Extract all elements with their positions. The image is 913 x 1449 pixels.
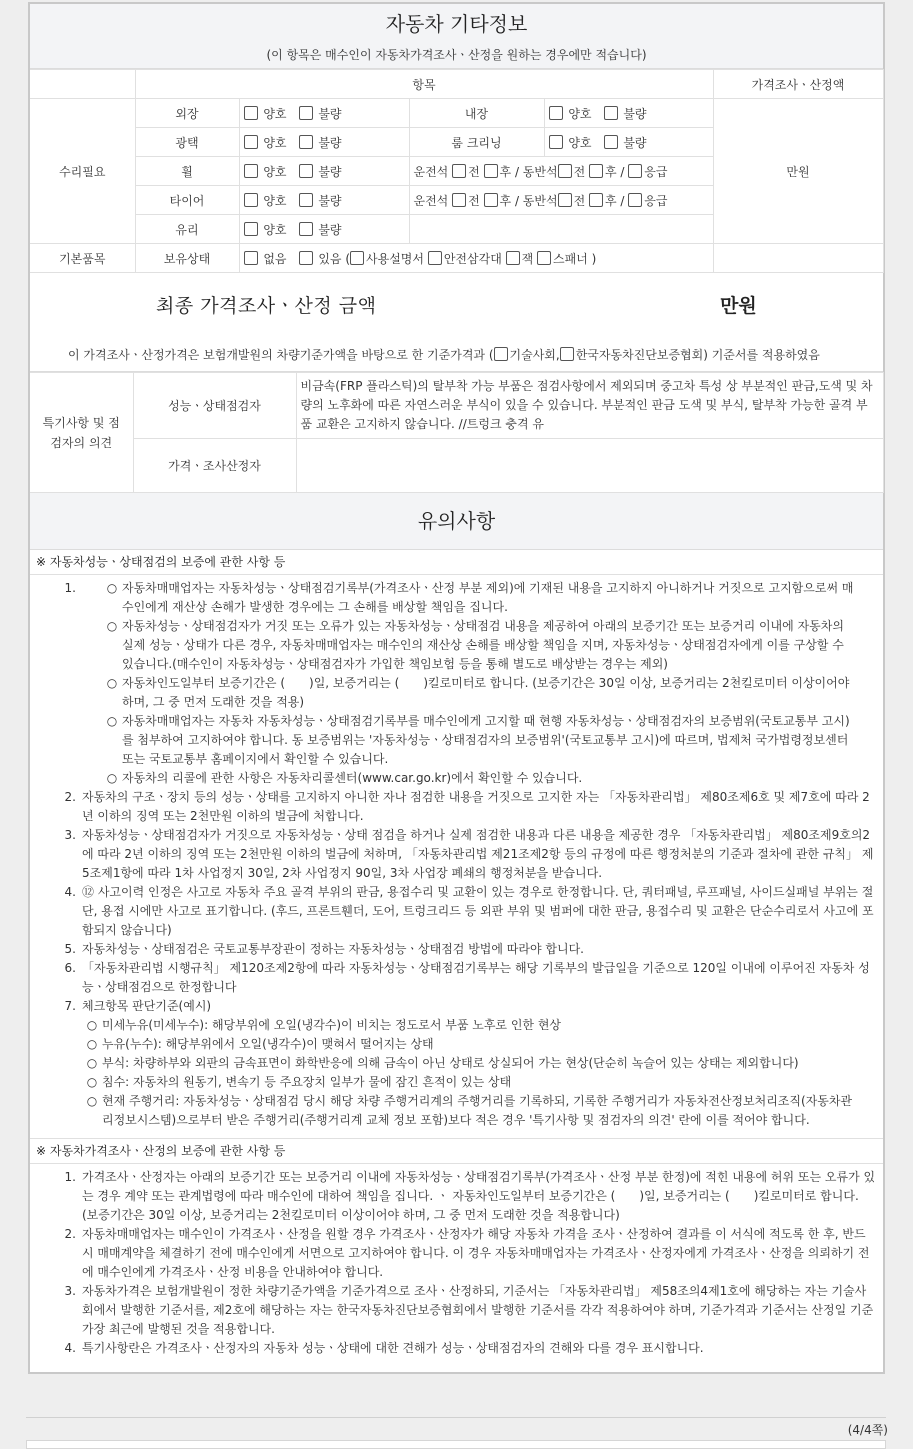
- list-item-text: ⑫ 사고이력 인정은 사고로 자동차 주요 골격 부위의 판금, 용접수리 및 교환이 있는 경우로 한정합니다. 단, 쿼터패널, 루프패널, 사이드실패널 부위는 절단, 용접 시에만 사고로 표기합니다. (후드, 프론트휀더, 도어, 트렁크리드 등 외판 부위 및 범퍼에 대한 판금, 용접수리 및 교환은 단순수리로서 사고에 포함되지 않습니다): [82, 885, 874, 937]
- row-label-wheel: 휠: [135, 157, 239, 186]
- jack-checkbox[interactable]: [506, 251, 520, 265]
- row-label-tire: 타이어: [135, 186, 239, 215]
- have-label: 있음 (: [318, 251, 351, 266]
- driver-seat-label: 운전석: [413, 193, 449, 208]
- inspector-opinion-text: 비금속(FRP 플라스틱)의 탈부착 가능 부품은 점검사항에서 제외되며 중고차 특성 상 부분적인 판금,도색 및 차량의 노후화에 따른 자연스러운 부식이 있을 수 있습니다. 부분적인 판금 도색 및 부식, 탈부착 가능한 골격 부품 교환은 고지하지 않습니다. //트렁크 충격 유: [296, 373, 883, 439]
- price-amount-cell: 만원: [713, 99, 883, 244]
- interior-options: [544, 99, 713, 128]
- wheel-good-checkbox[interactable]: [244, 164, 258, 178]
- polish-options: [239, 128, 409, 157]
- tire-options: [239, 186, 409, 215]
- good-label: 양호: [263, 106, 287, 121]
- list-item-body: [82, 997, 877, 1130]
- list-item-number: 4.: [64, 1341, 76, 1355]
- front-label: 전: [573, 164, 586, 179]
- sub-item-text: 현재 주행거리: 자동차성능ㆍ상태점검 당시 해당 차량 주행거리계의 주행거리를 기록하되, 기록한 주행거리가 자동차전산정보처리조직(자동차관리정보시스템)으로부터 받은 주행거리(주행거리계 교체 정보 포함)보다 적은 경우 '특기사항 및 점검자의 의견' 란에 이를 적어야 합니다.: [102, 1094, 853, 1127]
- glass-good-checkbox[interactable]: [244, 222, 258, 236]
- list-item: [30, 826, 883, 883]
- front-label: 전: [573, 193, 586, 208]
- possession-have-checkbox[interactable]: [299, 251, 313, 265]
- list-item-number: 3.: [64, 1284, 76, 1298]
- list-item-text: 체크항목 판단기준(예시): [82, 999, 212, 1013]
- list-item-body: [82, 1168, 877, 1225]
- front-label: 전: [468, 193, 480, 208]
- list-item-text: 자동차매매업자는 매수인이 가격조사ㆍ산정을 원할 경우 가격조사ㆍ산정자가 해당 자동차 가격을 조사ㆍ산정하여 결과를 이 서식에 적도록 한 후, 반드시 매매계약을 체결하기 전에 매수인에게 서면으로 고지하여야 합니다. 이 경우 자동차매매업자는 가격조사ㆍ산정자에게 가격조사ㆍ산정을 의뢰하기 전에 매수인에게 가격조사ㆍ산정 비용을 안내하여야 합니다.: [82, 1227, 870, 1279]
- sub-item: [82, 1054, 877, 1073]
- sub-item-text: 자동차인도일부터 보증기간은 ( )일, 보증거리는 ( )킬로미터로 합니다. (보증기간은 30일 이상, 보증거리는 2천킬로미터 이상이어야 하며, 그 중 먼저 도래한 것을 적용): [122, 676, 850, 709]
- row-label-possession: 보유상태: [135, 244, 239, 273]
- bad-label: 불량: [318, 135, 342, 150]
- list-item-text: 「자동차관리법 시행규칙」 제120조제2항에 따라 자동차성능ㆍ상태점검기록부는 해당 기록부의 발급일을 기준으로 120일 이내에 이루어진 자동차 성능ㆍ상태점검으로 한정합니다: [82, 961, 870, 994]
- page-title: 자동차 기타정보: [385, 12, 528, 36]
- sub-item-text: 자동차의 리콜에 관한 사항은 자동차리콜센터(www.car.go.kr)에서 확인할 수 있습니다.: [122, 771, 583, 785]
- row-label-glass: 유리: [135, 215, 239, 244]
- wheel-passenger-front-checkbox[interactable]: [558, 164, 572, 178]
- col-item-header: 항목: [135, 70, 713, 99]
- list-item: [30, 883, 883, 940]
- sub-item-text: 자동차매매업자는 자동차성능ㆍ상태점검기록부(가격조사ㆍ산정 부분 제외)에 기재된 내용을 고지하지 아니하거나 거짓으로 고지함으로써 매수인에게 재산상 손해가 발생한 경우에는 그 손해를 배상할 책임을 집니다.: [122, 581, 854, 614]
- section2-title: ※ 자동차가격조사ㆍ산정의 보증에 관한 사항 등: [30, 1138, 883, 1164]
- possession-options: [239, 244, 713, 273]
- row-label-room-cleaning: 룸 크리닝: [409, 128, 544, 157]
- list-item-body: [82, 579, 877, 788]
- engineers-society-checkbox[interactable]: [494, 347, 508, 361]
- list-item-number: 6.: [64, 961, 76, 975]
- wheel-driver-front-checkbox[interactable]: [452, 164, 466, 178]
- bullet-icon: ○: [106, 771, 118, 785]
- wheel-position-options: [409, 157, 713, 186]
- list-item: [30, 940, 883, 959]
- bad-label: 불량: [318, 164, 342, 179]
- none-label: 없음: [263, 251, 287, 266]
- front-label: 전: [468, 164, 480, 179]
- list-item-text: 가격조사ㆍ산정자는 아래의 보증기간 또는 보증거리 이내에 자동차성능ㆍ상태점검기록부(가격조사ㆍ산정 부분 한정)에 적힌 내용에 허위 또는 오류가 있는 경우 계약 또는 관계법령에 따라 매수인에 대하여 책임을 집니다. ㆍ 자동차인도일부터 보증기간은 ( )일, 보증거리는 ( )킬로미터로 합니다. (보증기간은 30일 이상, 보증거리는 2천킬로미터 이상이어야 하며, 그 중 먼저 도래한 것을 적용합니다): [82, 1170, 876, 1222]
- diagnosis-association-checkbox[interactable]: [560, 347, 574, 361]
- section1-title: ※ 자동차성능ㆍ상태점검의 보증에 관한 사항 등: [30, 550, 883, 575]
- good-label: 양호: [263, 193, 287, 208]
- section2-content: [30, 1164, 883, 1358]
- list-item-number: 3.: [64, 828, 76, 842]
- exterior-options: [239, 99, 409, 128]
- room-cleaning-bad-checkbox[interactable]: [604, 135, 618, 149]
- sub-item: [82, 1035, 877, 1054]
- next-page-edge: [26, 1440, 886, 1449]
- page-divider: [26, 1417, 886, 1418]
- sub-item: [82, 769, 877, 788]
- sub-item: [82, 1092, 877, 1130]
- rear-label: 후 /: [605, 164, 625, 179]
- good-label: 양호: [263, 222, 287, 237]
- list-item-number: 7.: [64, 999, 76, 1013]
- list-item-body: [82, 959, 877, 997]
- bullet-icon: ○: [106, 676, 118, 690]
- row-label-interior: 내장: [409, 99, 544, 128]
- driver-seat-label: 운전석: [413, 164, 449, 179]
- good-label: 양호: [568, 135, 592, 150]
- final-price-title: 최종 가격조사ㆍ산정 금액: [156, 295, 377, 317]
- bullet-icon: ○: [86, 1094, 98, 1108]
- notes-title: 유의사항: [417, 509, 496, 533]
- bad-label: 불량: [623, 106, 647, 121]
- sub-item: [82, 579, 877, 617]
- sub-item-text: 침수: 자동차의 원동기, 변속기 등 주요장치 일부가 물에 잠긴 흔적이 있는 상태: [102, 1075, 512, 1089]
- list-item-number: 1.: [64, 581, 76, 595]
- row-label-polish: 광택: [135, 128, 239, 157]
- list-item-text: 자동차가격은 보험개발원이 정한 차량기준가액을 기준가격으로 조사ㆍ산정하되, 기준서는 「자동차관리법」 제58조의4제1호에 해당하는 자는 기술사회에서 발행한 기준서를, 제2호에 해당하는 자는 한국자동차진단보증협회에서 발행한 기준서를 각각 적용하여야 하며, 기준가격과 기준서는 산정일 기준 가장 최근에 발행된 것을 적용합니다.: [82, 1284, 874, 1336]
- manual-label: 사용설명서: [366, 251, 424, 266]
- wheel-passenger-rear-checkbox[interactable]: [589, 164, 603, 178]
- appraiser-opinion-text: [296, 439, 883, 493]
- list-item-body: [82, 1225, 877, 1282]
- list-item: [30, 1282, 883, 1339]
- page-number: (4/4쪽): [847, 1423, 888, 1437]
- list-item: [30, 579, 883, 788]
- final-statement: [68, 346, 820, 363]
- glass-bad-checkbox[interactable]: [299, 222, 313, 236]
- form-sheet: [28, 2, 885, 1374]
- list-item: [30, 788, 883, 826]
- list-item: [30, 1225, 883, 1282]
- bad-label: 불량: [318, 106, 342, 121]
- repair-table: [30, 69, 884, 273]
- sub-item-text: 부식: 차량하부와 외판의 금속표면이 화학반응에 의해 금속이 아닌 상태로 상실되어 가는 현상(단순히 녹슬어 있는 상태는 제외합니다): [102, 1056, 799, 1070]
- tire-good-checkbox[interactable]: [244, 193, 258, 207]
- notes-title-band: [30, 493, 883, 550]
- list-item-body: [82, 788, 877, 826]
- list-item-text: 자동차성능ㆍ상태점검자가 거짓으로 자동차성능ㆍ상태 점검을 하거나 실제 점검한 내용과 다른 내용을 제공한 경우 「자동차관리법」 제80조제9호의2에 따라 2년 이하의 징역 또는 2천만원 이하의 벌금에 처하며, 「자동차관리법 제21조제2항 등의 규정에 따른 행정처분의 기준과 절차에 관한 규칙」 제5조제1항에 따라 1차 사업정지 30일, 2차 사업정지 90일, 3차 사업장 폐쇄의 행정처분을 받습니다.: [82, 828, 874, 880]
- bullet-icon: ○: [106, 581, 118, 595]
- tire-bad-checkbox[interactable]: [299, 193, 313, 207]
- polish-good-checkbox[interactable]: [244, 135, 258, 149]
- list-item-number: 5.: [64, 942, 76, 956]
- final-price-band: [30, 273, 883, 372]
- triangle-label: 안전삼각대: [443, 251, 502, 266]
- tire-driver-rear-checkbox[interactable]: [484, 193, 498, 207]
- bad-label: 불량: [318, 222, 342, 237]
- list-item-text: 자동차의 구조ㆍ장치 등의 성능ㆍ상태를 고지하지 아니한 자나 점검한 내용을 거짓으로 고지한 자는 「자동차관리법」 제80조제6호 및 제7호에 따라 2년 이하의 징역 또는 2천만원 이하의 벌금에 처합니다.: [82, 790, 870, 823]
- emergency-label: 응급: [644, 164, 668, 179]
- sub-item-text: 미세누유(미세누수): 해당부위에 오일(냉각수)이 비치는 정도로서 부품 노후로 인한 현상: [102, 1018, 562, 1032]
- tire-emergency-checkbox[interactable]: [628, 193, 642, 207]
- spanner-checkbox[interactable]: [537, 251, 551, 265]
- sub-item: [82, 712, 877, 769]
- sub-item-text: 누유(누수): 해당부위에서 오일(냉각수)이 맺혀서 떨어지는 상태: [102, 1037, 434, 1051]
- sub-item-text: 자동차매매업자는 자동차 자동차성능ㆍ상태점검기록부를 매수인에게 고지할 때 현행 자동차성능ㆍ상태점검자의 보증범위(국토교통부 고시)를 첨부하여 고지하여야 합니다. 동 보증범위는 '자동차성능ㆍ상태점검자의 보증범위'(국토교통부 고시)에 따르며, 법제처 국가법령정보센터 또는 국토교통부 홈페이지에서 확인할 수 있습니다.: [122, 714, 850, 766]
- list-item-number: 4.: [64, 885, 76, 899]
- list-item-number: 1.: [64, 1170, 76, 1184]
- bad-label: 불량: [623, 135, 647, 150]
- list-item-text: 자동차성능ㆍ상태점검은 국토교통부장관이 정하는 자동차성능ㆍ상태점검 방법에 따라야 합니다.: [82, 942, 584, 956]
- rear-label: 후 /: [605, 193, 625, 208]
- bullet-icon: ○: [86, 1018, 98, 1032]
- tire-driver-front-checkbox[interactable]: [452, 193, 466, 207]
- sub-item: [82, 617, 877, 674]
- opinion-table: [30, 372, 884, 493]
- list-item-body: [82, 1339, 877, 1358]
- jack-label: 잭: [521, 251, 534, 266]
- good-label: 양호: [263, 164, 287, 179]
- interior-good-checkbox[interactable]: [549, 106, 563, 120]
- basic-group-label: 기본품목: [30, 244, 135, 273]
- section1-content: [30, 575, 883, 1138]
- exterior-bad-checkbox[interactable]: [299, 106, 313, 120]
- wheel-options: [239, 157, 409, 186]
- opinion-group-label: 특기사항 및 점검자의 의견: [30, 373, 133, 493]
- room-cleaning-good-checkbox[interactable]: [549, 135, 563, 149]
- row-label-exterior: 외장: [135, 99, 239, 128]
- wheel-emergency-checkbox[interactable]: [628, 164, 642, 178]
- sub-item: [82, 1016, 877, 1035]
- appraiser-label: 가격ㆍ조사산정자: [133, 439, 296, 493]
- list-item-number: 2.: [64, 790, 76, 804]
- rear-label: 후 / 동반석: [499, 164, 558, 179]
- bullet-icon: ○: [86, 1056, 98, 1070]
- repair-group-label: 수리필요: [30, 99, 135, 244]
- bad-label: 불량: [318, 193, 342, 208]
- bullet-icon: ○: [86, 1037, 98, 1051]
- good-label: 양호: [568, 106, 592, 121]
- bullet-icon: ○: [86, 1075, 98, 1089]
- possession-none-checkbox[interactable]: [244, 251, 258, 265]
- page-subtitle: (이 항목은 매수인이 자동차가격조사ㆍ산정을 원하는 경우에만 적습니다): [266, 48, 647, 62]
- glass-options: [239, 215, 409, 244]
- list-item: [30, 959, 883, 997]
- spanner-label: 스패너 ): [553, 251, 597, 266]
- list-item-body: [82, 826, 877, 883]
- wheel-driver-rear-checkbox[interactable]: [484, 164, 498, 178]
- statement-part-c: 한국자동차진단보증협회) 기준서를 적용하였음: [575, 348, 820, 362]
- exterior-good-checkbox[interactable]: [244, 106, 258, 120]
- list-item-number: 2.: [64, 1227, 76, 1241]
- sub-item: [82, 674, 877, 712]
- polish-bad-checkbox[interactable]: [299, 135, 313, 149]
- inspector-label: 성능ㆍ상태점검자: [133, 373, 296, 439]
- title-band: [30, 4, 883, 69]
- wheel-bad-checkbox[interactable]: [299, 164, 313, 178]
- interior-bad-checkbox[interactable]: [604, 106, 618, 120]
- final-price-unit: 만원: [720, 295, 757, 317]
- room-cleaning-options: [544, 128, 713, 157]
- statement-part-a: 이 가격조사ㆍ산정가격은 보험개발원의 차량기준가액을 바탕으로 한 기준가격과 (: [68, 348, 494, 362]
- bullet-icon: ○: [106, 619, 118, 633]
- list-item: [30, 1168, 883, 1225]
- sub-item: [82, 1073, 877, 1092]
- bullet-icon: ○: [106, 714, 118, 728]
- list-item-body: [82, 883, 877, 940]
- list-item-body: [82, 940, 877, 959]
- triangle-checkbox[interactable]: [428, 251, 442, 265]
- sub-item-text: 자동차성능ㆍ상태점검자가 거짓 또는 오류가 있는 자동차성능ㆍ상태점검 내용을 제공하여 아래의 보증기간 또는 보증거리 이내에 자동차의 실제 성능ㆍ상태가 다른 경우, 자동차매매업자는 매수인의 재산상 손해를 배상할 책임을 지며, 자동차성능ㆍ상태점검자에게 이를 구상할 수 있습니다.(매수인이 자동차성능ㆍ상태점검자가 가입한 책임보험 등을 통해 별도로 배상받는 경우는 제외): [122, 619, 844, 671]
- list-item-body: [82, 1282, 877, 1339]
- col-price-header: 가격조사ㆍ산정액: [713, 70, 883, 99]
- tire-position-options: [409, 186, 713, 215]
- tire-passenger-rear-checkbox[interactable]: [589, 193, 603, 207]
- manual-checkbox[interactable]: [350, 251, 364, 265]
- rear-label: 후 / 동반석: [499, 193, 558, 208]
- list-item-text: 특기사항란은 가격조사ㆍ산정자의 자동차 성능ㆍ상태에 대한 견해가 성능ㆍ상태점검자의 견해와 다를 경우 표시합니다.: [82, 1341, 704, 1355]
- tire-passenger-front-checkbox[interactable]: [558, 193, 572, 207]
- statement-part-b: 기술사회,: [509, 348, 560, 362]
- list-item: [30, 997, 883, 1130]
- good-label: 양호: [263, 135, 287, 150]
- list-item: [30, 1339, 883, 1358]
- emergency-label: 응급: [644, 193, 668, 208]
